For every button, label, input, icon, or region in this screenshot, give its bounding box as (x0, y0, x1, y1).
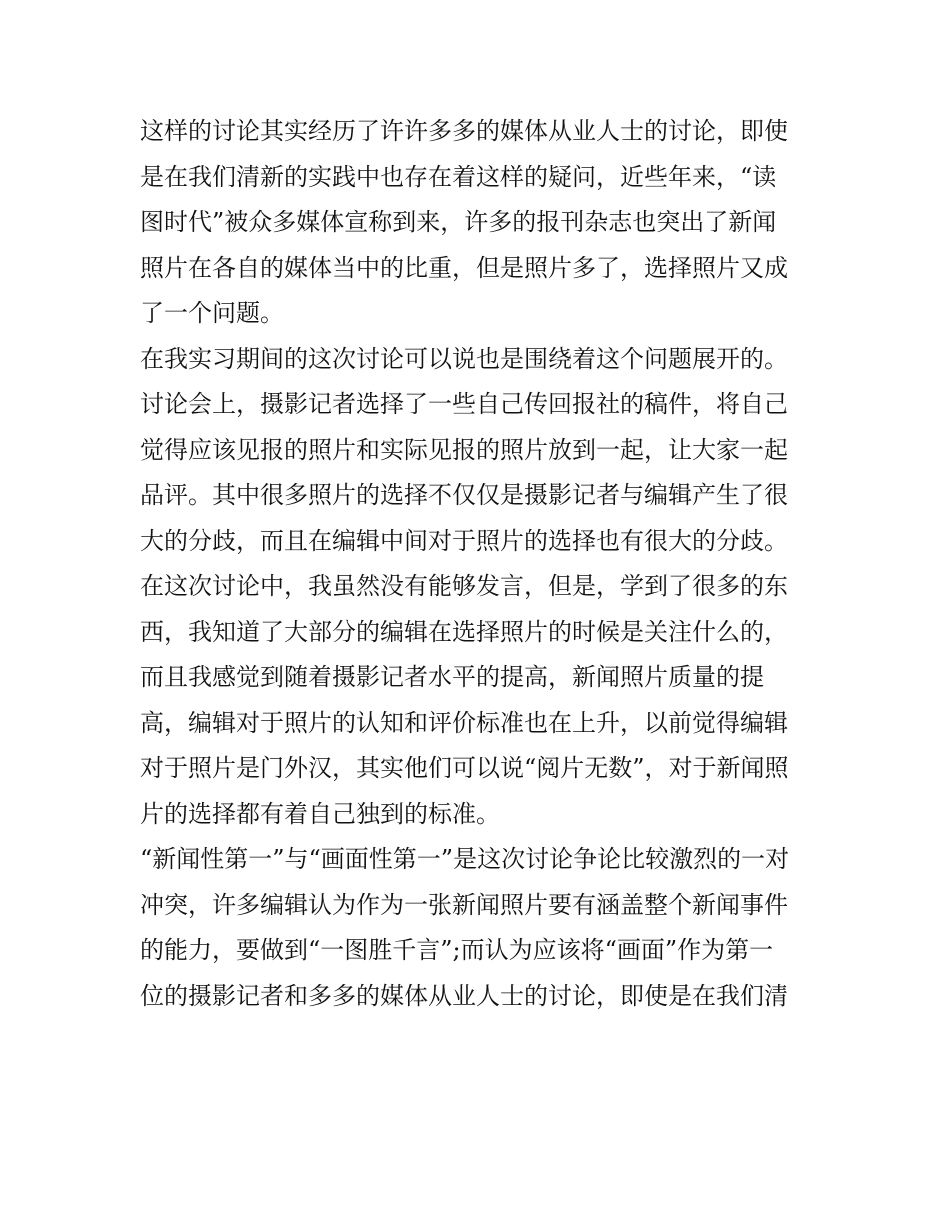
text-line: 在我实习期间的这次讨论可以说也是围绕着这个问题展开的。 (140, 344, 788, 373)
text-line: 的能力，要做到“一图胜千言”;而认为应该将“画面”作为第一 (140, 936, 774, 964)
text-line: 图时代”被众多媒体宣称到来，许多的报刊杂志也突出了新闻 (140, 208, 777, 236)
text-line: 西，我知道了大部分的编辑在选择照片的时候是关注什么的， (140, 617, 788, 646)
text-line: 高，编辑对于照片的认知和评价标准也在上升，以前觉得编辑 (140, 708, 788, 737)
text-line: 冲突，许多编辑认为作为一张新闻照片要有涵盖整个新闻事件 (140, 890, 788, 919)
text-line: 了一个问题。 (140, 299, 284, 327)
text-line: 照片在各自的媒体当中的比重，但是照片多了，选择照片又成 (140, 253, 788, 282)
text-line: 位的摄影记者和多多的媒体从业人士的讨论，即使是在我们清 (140, 981, 788, 1010)
text-line: 大的分歧，而且在编辑中间对于照片的选择也有很大的分歧。 (140, 526, 788, 555)
text-line: 觉得应该见报的照片和实际见报的照片放到一起，让大家一起 (140, 435, 788, 464)
body-text (140, 109, 820, 1019)
text-line: 在这次讨论中，我虽然没有能够发言，但是，学到了很多的东 (140, 572, 788, 600)
text-line: 是在我们清新的实践中也存在着这样的疑问，近些年来，“读 (140, 162, 777, 191)
text-line: 讨论会上，摄影记者选择了一些自己传回报社的稿件，将自己 (140, 390, 788, 418)
text-line: 品评。其中很多照片的选择不仅仅是摄影记者与编辑产生了很 (140, 481, 788, 509)
text-line: “新闻性第一”与“画面性第一”是这次讨论争论比较激烈的一对 (140, 845, 790, 873)
text-line: 而且我感觉到随着摄影记者水平的提高，新闻照片质量的提 (140, 663, 764, 691)
text-line: 对于照片是门外汉，其实他们可以说“阅片无数”，对于新闻照 (140, 754, 789, 782)
text-line: 片的选择都有着自己独到的标准。 (140, 799, 500, 828)
text-line: 这样的讨论其实经历了许许多多的媒体从业人士的讨论，即使 (140, 117, 788, 145)
